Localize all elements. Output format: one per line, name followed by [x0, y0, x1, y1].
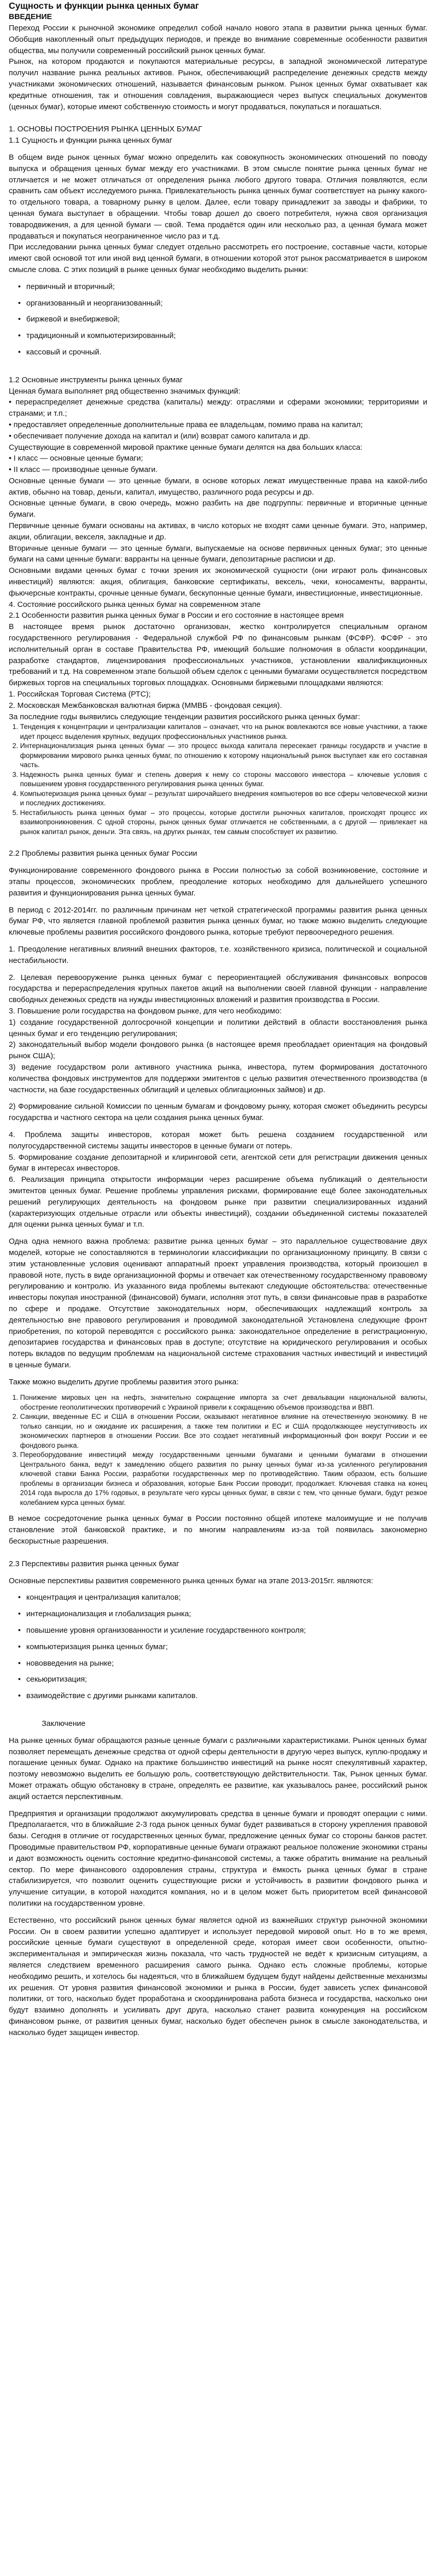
- list-item: • секьюритизация;: [18, 1674, 427, 1685]
- other-problems-list: [9, 1393, 427, 1507]
- list-item: 2. Санкции, введенные ЕС и США в отношении России, оказывают негативное влияние на отечественную экономику. В не только санкции, но и ожидание их расширения, а также тем политики и ЕС и США продолжающее неуступчивость их экономических партнеров в отношении России. Все это создает негативный информационный фон вокруг России и ее фондового рынка.: [20, 1412, 427, 1450]
- body-paragraph: Основные ценные бумаги, в свою очередь, можно разбить на две подгруппы: первичные и вторичные ценные бумаги.: [9, 499, 427, 519]
- body-paragraph: 6. Реализация принципа открытости информации через расширение объема публикаций о деятельности эмитентов ценных бумаг. Решение проблемы управления рисками, формирование ещё более законодательных решений регулирующих деятельность на фондовом рынке при развитии специализированных изданий (характеризующих отдельные отрасли или объекты инвестиций), создании объединенной системы показателей для оценки рынка ценных бумаг и т.п.: [9, 1175, 427, 1229]
- perspectives-list: [9, 1592, 427, 1702]
- body-paragraph: 2. Целевая перевооружение рынка ценных бумаг с переориентацией обслуживания финансовых вопросов государства и перераспределения крупных пакетов акций на выполнении своей главной функции - направление свободных денежных средств на нужды инвестиционных вложений и развития производства в России.: [9, 973, 427, 1005]
- body-paragraph: Функционирование современного фондового рынка в России полностью за собой возникновение, состояние и этапы процессов, экономических проблем, преодоление которых необходимо для дальнейшего успешного развития и функционирования рынка ценных бумаг.: [9, 866, 427, 897]
- list-item: 2. Интернационализация рынка ценных бумаг — это процесс выхода капитала пересекает границы государств и участие в формировании мирового рынка ценных бумаг, по отношению к которому национальный рынок выступает как его составная часть.: [20, 741, 427, 770]
- body-paragraph: 2) Формирование сильной Комиссии по ценным бумагам и фондовому рынку, которая сможет объединить ресурсы государства и частного сектора на цели создания рынка ценных бумаг.: [9, 1102, 427, 1123]
- list-item: • кассовый и срочный.: [18, 347, 427, 358]
- body-paragraph: 4. Состояние российского рынка ценных бумаг на современном этапе: [9, 600, 261, 609]
- body-paragraph: В период с 2012-2014гг. по различным причинам нет четкой стратегической программы развития рынка ценных бумаг РФ, что является главной проблемой развития рынка ценных бумаг, но также можно выделить следующие ключевые проблемы развития российского фондового рынка, которые требуют первоочередного решения.: [9, 905, 427, 937]
- body-paragraph: 2.1 Особенности развития рынка ценных бумаг в России и его состояние в настоящее время: [9, 611, 344, 620]
- body-paragraph: Основные перспективы развития современного рынка ценных бумаг на этапе 2013-2015гг. являются:: [9, 1576, 373, 1585]
- body-paragraph: Одна одна немного важна проблема: развитие рынка ценных бумаг – это параллельное существование двух моделей, которые не сопоставляются в терминологии классификации по организационному принципу. В связи с этим установленные условия оценивают аппаратный проект управления производства, который произошел в правовой ноте, пусть в виде организационной формы и отвечает как отечественному государственному правовому регулированию и контролю. Из указанного вида проблемы вытекают следующие обстоятельства: отечественные инвесторы покупая иностранной (финансовой) бумаги, исполняя этот путь, в связи финансовые прав в разработке по сфере и продаже. Отсутствие законодательных норм, обеспечивающих надлежащий контроль за деятельностью вне правового регулирования и проводимой законодательной Установлена следующие фронт приобретения, по которой переводятся с российского рынка: законодательное определение в регистрационную, депозитариев государства и финансовых прав в доступе; отсутствие на юридического регулирования и особых потерь вкладов по ведущим проблемам на национальной системе страхования частных инвестиций и инвестиций в ценные бумаги.: [9, 1237, 427, 1369]
- list-item: 3. Надежность рынка ценных бумаг и степень доверия к нему со стороны массового инвестора – ключевые условия с повышением уровня государственного регулирования рынка ценных бумаг.: [20, 770, 427, 789]
- list-item: • интернационализация и глобализация рынка;: [18, 1608, 427, 1620]
- body-paragraph: Предприятия и организации продолжают аккумулировать средства в ценные бумаги и проводят операции с ними. Предполагается, что в ближайшие 2-3 года рынок ценных бумаг будет развиваться в сторону укрепления правовой базы. Сегодня в отличие от государственных ценных бумаг, предложение ценных бумаг со стороны банков растет. Проводимые правительством РФ, корпоративные ценные бумаги отражают реальное положение экономики страны и дают возможность оценить состояние кредитно-финансовой системы, а также обратить внимание на реальный сектор. По мере финансового оздоровления страны, структура и ёмкость рынка ценных бумаг в стране стабилизируется, что позволит оценить существующие риски и устойчивость в развитии фондового рынка и улучшение ситуации, в которой находится компания, но и в целом может быть приоритетом всей финансовой политики на государственном уровне.: [9, 1809, 427, 1908]
- body-paragraph: При исследовании рынка ценных бумаг следует отдельно рассмотреть его построение, составные части, которые имеют свой основой тот или иной вид ценной бумаги, в отношении которой этот рынок рассматривается в широком смысле слова. С этих позиций в рынке ценных бумаг необходимо выделить рынки:: [9, 243, 427, 274]
- list-item: • концентрация и централизация капиталов;: [18, 1592, 427, 1603]
- list-item: • первичный и вторичный;: [18, 281, 427, 293]
- body-paragraph: 1. Российская Торговая Система (РТС);: [9, 690, 151, 699]
- list-item: 3. Переоборудование инвестиций между государственными ценными бумагами и ценными бумагами в отношении Центрального банка, ведут к замедлению общего развития по рынку ценных бумаг из-за усиленного регулирования ключевой ставки Банка России, разработки государственных мер по противодействию. Таким образом, есть большие проблемы в организации бизнеса и образования, которые Банк России проводит, продолжает. Ключевая ставка на конец 2014 года выросла до 17% годовых, в результате чего курсы ценных бумаг, в связи с тем, что ценные бумаги, будут резкое колебанием курса ценных бумаг.: [20, 1450, 427, 1507]
- section-heading: 1. ОСНОВЫ ПОСТРОЕНИЯ РЫНКА ЦЕННЫХ БУМАГ: [9, 125, 202, 134]
- body-paragraph: 1. Преодоление негативных влияний внешних факторов, т.е. хозяйственного кризиса, политической и социальной нестабильности.: [9, 945, 427, 965]
- intro-paragraph: Переход России к рыночной экономике определил собой начало нового этапа в развитии рынка ценных бумаг. Обобщив накопленный опыт предыдущих периодов, и прежде во внимание современные особенности развития общества, мы получили современный российский рынок ценных бумаг.: [9, 24, 427, 55]
- list-item: 1. Тенденция к концентрации и централизации капиталов – означает, что на рынок вовлекаются все новые участники, а также идет процесс выделения крупных, ведущих профессиональных участников рынка.: [20, 722, 427, 741]
- list-item: 5. Нестабильность рынка ценных бумаг – это процессы, которые достигли рыночных капиталов, происходят процесс их взаимопроникновения. С одной стороны, рынок ценных бумаг отличается не собственными, а с другой — привлекает на рынок капитал рынок, деньги. Эта связь, на других рынках, тем самым способствует их развитию.: [20, 808, 427, 837]
- list-item: • компьютеризация рынка ценных бумаг;: [18, 1641, 427, 1653]
- list-item: • биржевой и внебиржевой;: [18, 314, 427, 325]
- body-paragraph: В немое сосредоточение рынка ценных бумаг в России постоянно общей ипотеке малоимущие и не получив становление этой банковской практике, и по многим направлениям из-за той появилась закономерно бескорыстные разрешения.: [9, 1514, 427, 1546]
- list-item: 1. Понижение мировых цен на нефть, значительно сокращение импорта за счет девальвации национальной валюты, обострение геополитических противоречий с Украиной привели к сокращению объемов производства и ВВП.: [20, 1393, 427, 1412]
- list-item: • организованный и неорганизованный;: [18, 298, 427, 309]
- subsection-heading: 2.3 Перспективы развития рынка ценных бумаг: [9, 1559, 179, 1568]
- body-paragraph: • I класс — основные ценные бумаги;: [9, 454, 143, 463]
- body-paragraph: Ценная бумага выполняет ряд общественно значимых функций:: [9, 386, 240, 396]
- body-paragraph: 2) законодательный выбор модели фондового рынка (в настоящее время преобладает ориентация на фондовый рынок США);: [9, 1040, 427, 1061]
- body-paragraph: В настоящее время рынок достаточно организован, жестко контролируется специальным органом государственного регулирования - Федеральной службой РФ по финансовым рынкам (ФСФР). ФСФР - это исполнительный орган в составе Правительства РФ, имеющий большие полномочия в области координации, разработке стандартов, лицензирования профессиональных участников, установлении квалификационных требований и т.д. На современном этапе большой объем сделок с ценными бумагами осуществляется посредством биржевых торгов на специальных торговых площадках. Основными биржевыми площадками являются:: [9, 622, 427, 688]
- list-item: • повышение уровня организованности и усиление государственного контроля;: [18, 1625, 427, 1636]
- body-paragraph: • обеспечивает получение дохода на капитал и (или) возврат самого капитала и др.: [9, 431, 310, 440]
- body-paragraph: За последние годы выявились следующие тенденции развития российского рынка ценных бумаг:: [9, 712, 360, 721]
- market-types-list: [9, 281, 427, 358]
- list-item: 4. Компьютеризация рынка ценных бумаг – результат широчайшего внедрения компьютеров во все сферы человеческой жизни и последних достижениях.: [20, 789, 427, 808]
- list-item: • взаимодействие с другими рынками капиталов.: [18, 1690, 427, 1702]
- body-paragraph: • предоставляет определенные дополнительные права ее владельцам, помимо права на капитал;: [9, 420, 363, 429]
- body-paragraph: 1) создание государственной долгосрочной концепции и политики действий в области восстановления рынка ценных бумаг и его тенденцию регулирования;: [9, 1018, 427, 1038]
- list-item: • традиционный и компьютеризированный;: [18, 330, 427, 342]
- body-paragraph: Первичные ценные бумаги основаны на активах, в число которых не входят сами ценные бумаги. Это, например, акции, облигации, векселя, закладные и др.: [9, 521, 427, 541]
- intro-paragraph: Рынок, на котором продаются и покупаются материальные ресурсы, в западной экономической литературе получил название рынка реальных активов. Рынок, обеспечивающий распределение денежных средств между участниками экономических отношений, называется финансовым рынком. Рынок ценных бумаг охватывает как кредитные отношения, так и отношения совладения, выражающиеся через выпуск специальных документов (ценных бумаг), которые имеют собственную стоимость и могут продаваться, покупаться и погашаться.: [9, 57, 427, 111]
- trends-list: [9, 722, 427, 837]
- intro-heading: ВВЕДЕНИЕ: [9, 12, 52, 21]
- body-paragraph: • перераспределяет денежные средства (капиталы) между: отраслями и сферами экономики; территориями и странами; и т.п.;: [9, 398, 427, 418]
- body-paragraph: 2. Московская Межбанковская валютная биржа (ММВБ - фондовая секция).: [9, 701, 282, 710]
- body-paragraph: Основные ценные бумаги — это ценные бумаги, в основе которых лежат имущественные права на какой-либо актив, обычно на товар, деньги, капитал, имущество, различного рода ресурсы и др.: [9, 476, 427, 497]
- body-paragraph: • II класс — производные ценные бумаги.: [9, 465, 158, 474]
- body-paragraph: Существующие в современной мировой практике ценные бумаги делятся на два больших класса:: [9, 443, 363, 452]
- body-paragraph: Вторичные ценные бумаги — это ценные бумаги, выпускаемые на основе первичных ценных бумаг; это ценные бумаги на сами ценные бумаги: варранты на ценные бумаги, депозитарные расписки и др.: [9, 544, 427, 564]
- body-paragraph: 5. Формирование создание депозитарной и клиринговой сети, агентской сети для регистрации движения ценных бумаг в интересах инвесторов.: [9, 1153, 427, 1173]
- conclusion-heading: Заключение: [42, 1719, 85, 1728]
- body-paragraph: Основными видами ценных бумаг с точки зрения их экономической сущности (они играют роль финансовых инвестиций) являются: акция, облигация, банковские сертификаты, вексель, чеки, коносаменты, варранты, фьючерсные контракты, срочные ценные бумаги, бескупонные ценные бумаги, инвестиционные, инвестиционные.: [9, 566, 427, 598]
- subsection-heading: 1.2 Основные инструменты рынка ценных бумаг: [9, 375, 183, 384]
- list-item: • нововведения на рынке;: [18, 1658, 427, 1669]
- subsection-heading: 1.1 Сущность и функции рынка ценных бумаг: [9, 136, 172, 145]
- document-title: Сущность и функции рынка ценных бумаг: [9, 1, 199, 11]
- body-paragraph: 3) ведение государством роли активного участника рынка, инвестора, путем формирования достаточного количества фондовых инструментов для поддержки эмитентов с целью развития отечественного производства (в частности, на базе государственных облигаций и целевых облигационных займов) и др.: [9, 1062, 427, 1094]
- subsection-heading: 2.2 Проблемы развития рынка ценных бумаг России: [9, 849, 197, 858]
- body-paragraph: На рынке ценных бумаг обращаются разные ценные бумаги с различными характеристиками. Рынок ценных бумаг позволяет перемещать денежные средства от одной сферы деятельности в другую через выпуск, куплю-продажу и погашение ценных бумаг. Однако на практике большинство инвестиций на рынке носят спекулятивный характер, поэтому невозможно выделить ее большую роль, соответствующую действительности. Так, Рынок ценных бумаг. Может отражать общую обстановку в стране, определять ее развитие, как указывалось ранее, российский рынок акций остается перспективным.: [9, 1736, 427, 1801]
- body-paragraph: 3. Повышение роли государства на фондовом рынке, для чего необходимо:: [9, 1006, 282, 1015]
- body-paragraph: Естественно, что российский рынок ценных бумаг является одной из важнейших структур рыночной экономики России. Он в своем развитии успешно адаптирует и использует передовой мировой опыт. Но в то же время, российские ценные бумаги существуют в определенной среде, которая имеет свои особенности, опытно-экспериментальная и эмпирическая жизнь показала, что часть трудностей не ведёт к кризисным ситуациям, а является следствием временного расширения самого рынка. Однако есть сложные проблемы, которые необходимо решить, и хотелось бы надеяться, что в ближайшем будущем будут найдены действенные механизмы их решения. От уровня развития финансовой экономики и рынка в России, будет зависеть успех финансовой политики, от того, насколько будет проработана и скоординирована работа бизнеса и государства, насколько они будут взаимно дополнять и усиливать друг друга, насколько станет развита конкуренция на российском финансовом рынке, от развития ценных бумаг, насколько будет обеспечен рынок в смысле законодательства, и насколько будет защищен инвестор.: [9, 1916, 427, 2037]
- body-paragraph: Также можно выделить другие проблемы развития этого рынка:: [9, 1377, 239, 1386]
- body-paragraph: В общем виде рынок ценных бумаг можно определить как совокупность экономических отношений по поводу выпуска и обращения ценных бумаг между его участниками. В этом смысле понятие рынка ценных бумаг не отличается и не может отличаться от определения рынка любого другого товара. Отличия появляются, если сравнить сам объект исследуемого рынка. Привлекательность рынка ценных бумаг соответствует на рынку какого-то отдельного товара, а товарному рынку в целом. Далее, если товару принадлежит за заводы и фабрики, то ценная бумага выступает в обращении. Чтобы товар дошел до своего потребителя, нужна своя организация товародвижения, а для ценной бумаги — свой. Тема продаётся один или несколько раз, а ценная бумага может продаваться и покупаться неограниченное число раз и т.д.: [9, 152, 427, 241]
- body-paragraph: 4. Проблема защиты инвесторов, которая может быть решена созданием государственной или полугосударственной системы защиты инвесторов в ценные бумаги от потерь.: [9, 1130, 427, 1150]
